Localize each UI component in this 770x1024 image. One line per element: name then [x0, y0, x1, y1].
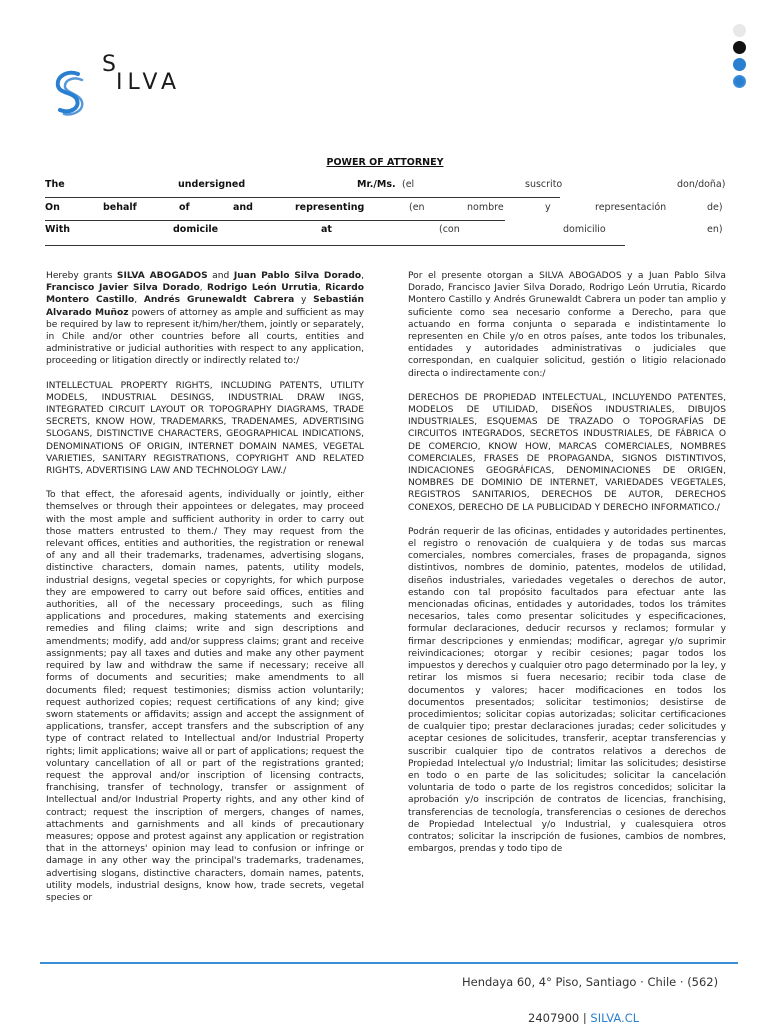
row-label: Mr./Ms.	[357, 179, 396, 190]
fill-row-behalf	[45, 202, 725, 216]
dot-blue-icon	[733, 58, 746, 71]
agent-name: Francisco Javier Silva Dorado	[46, 283, 200, 294]
text-run: ,	[199, 283, 208, 294]
footer-website-link[interactable]: SILVA.CL	[590, 1011, 640, 1024]
english-column	[46, 270, 364, 916]
text-run: ,	[317, 283, 326, 294]
row-label-es: don/doña)	[677, 179, 726, 190]
spanish-rights-paragraph: DERECHOS DE PROPIEDAD INTELECTUAL, INCLUYENDO PATENTES, MODELOS DE UTILIDAD, DISEÑOS INDUSTRIALES, DIBUJOS INDUSTRIALES, ESQUEMAS DE TRAZADO O TOPOGRAFÍAS DE CIRCUITOS INTEGRADOS, SECRETOS INDUSTRIALES, DE FÁBRICA O DE COMERCIO, KNOW HOW, MARCAS COMERCIALES, NOMBRES COMERCIALES, FRASES DE PROPAGANDA, SIGNOS DISTINTIVOS, INDICACIONES GEOGRÁFICAS, DENOMINACIONES DE ORIGEN, NOMBRES DE DOMINIO DE INTERNET, VARIEDADES VEGETALES, REGISTROS SANITARIOS, DERECHOS DE AUTOR, DERECHOS CONEXOS, DERECHO DE LA PUBLICIDAD Y DERECHO INFORMATICO./	[408, 392, 726, 513]
row-label: at	[321, 224, 332, 235]
silva-s-mark-icon	[50, 68, 90, 116]
dot-black-icon	[733, 41, 746, 54]
row-label-es: suscrito	[525, 179, 563, 190]
row-label-es: (el	[402, 179, 415, 190]
decorative-dots	[733, 24, 747, 92]
row-label-es: domicilio	[563, 224, 606, 235]
row-label-es: y	[545, 202, 551, 213]
english-powers-paragraph: To that effect, the aforesaid agents, individually or jointly, either themselves or through their appointees or delegates, may proceed with the most ample and sufficient authority in order to carry out those matters entrusted to them./ They may request from the relevant offices, entities and authorities, the registration or renewal of any and all their trademarks, tradenames, advertising slogans, distinctive characters, domain names, patents, utility models, industrial designs, vegetal species or copyrights, for which purpose they are empowered to carry out before said offices, entities and authorities, all of the necessary proceedings, such as filing applications and procedures, making statements and exercising remedies and filing claims; write and sign descriptions and amendments; modify, add and/or suppress claims; grant and receive assignments; pay all taxes and duties and make any other payment required by law and withdraw the same if necessary; receive all forms of documents and securities; make amendments to all documents filed; request testimonies; dismiss action voluntarily; request authorized copies; request certifications of any kind; give sworn statements or affidavits; assign and accept the assignment of applications, transfer, accept transfers and the subscription of any type of contract related to Intellectual and/or Industrial Property rights; limit applications; waive all or part of applications; request the voluntary cancellation of all or part of the registrations granted; request the approval and/or inscription of licensing contracts, franchising, transfer of technology, transfer or assignment of Intellectual and/or Industrial Property rights, and any other kind of contract; request the inscription of mergers, changes of names, attachments and garnishments and all kinds of precautionary measures; oppose and protest against any application or registration that in the attorneys' opinion may lead to confusion or infringe or damage in any other way the principal's trademarks, tradenames, advertising slogans, distinctive characters, domain names, patents, utility models, industrial designs, know how, trade secrets, vegetal species or	[46, 490, 364, 903]
row-label-es: en)	[707, 224, 723, 235]
agent-name: SILVA ABOGADOS	[116, 271, 208, 281]
agent-name: Andrés Grunewaldt Cabrera	[143, 295, 295, 306]
footer-phone: 2407900 |	[528, 1011, 591, 1024]
english-rights-paragraph: INTELLECTUAL PROPERTY RIGHTS, INCLUDING PATENTS, UTILITY MODELS, INDUSTRIAL DESINGS, INDUSTRIAL DRAW INGS, INTEGRATED CIRCUIT LAYOUT OR TOPOGRAPHY DIAGRAMS, TRADE SECRETS, KNOW HOW, TRADEMARKS, TRADENAMES, ADVERTISING SLOGANS, DISTINCTIVE CHARACTERS, GEOGRAPHICAL INDICATIONS, DENOMINATIONS OF ORIGIN, INTERNET DOMAIN NAMES, VEGETAL VARIETIES, SANITARY REGISTRATIONS, COPYRIGHT AND RELATED RIGHTS, ADVERTISING LAW AND TECHNOLOGY LAW./	[46, 380, 364, 477]
fill-line-behalf[interactable]	[45, 220, 505, 221]
english-grant-paragraph	[46, 270, 364, 368]
row-label-es: representación	[595, 202, 667, 213]
footer-address: Hendaya 60, 4° Piso, Santiago · Chile · (562)	[462, 975, 719, 989]
text-run: ,	[361, 271, 365, 281]
silva-logo	[50, 50, 200, 120]
row-label-es: (en	[409, 202, 425, 213]
text-run: powers of attorney as ample and sufficient as may be required by law to represent it/him/her/them, jointly or separately, in Chile and/or other countries before all courts, entities and administrative or judicial authorities with respect to any application, proceeding or litigation directly or indirectly related to:/	[46, 307, 364, 367]
row-label: of	[179, 202, 190, 213]
fill-row-undersigned	[45, 179, 725, 193]
logo-letter-s: S	[102, 52, 121, 77]
document-title: POWER OF ATTORNEY	[326, 157, 444, 168]
text-run: y	[294, 295, 314, 306]
row-label-es: (con	[439, 224, 460, 235]
footer-divider	[40, 962, 738, 964]
agent-name: Ricardo Montero Castillo	[46, 283, 364, 306]
row-label-es: nombre	[467, 202, 504, 213]
fill-line-domicile[interactable]	[45, 245, 625, 246]
text-run: ,	[134, 295, 144, 306]
agent-name: Rodrigo León Urrutia	[207, 283, 318, 294]
spanish-powers-paragraph: Podrán requerir de las oficinas, entidades y autoridades pertinentes, el registro o renovación de cualquiera y de todas sus marcas comerciales, nombres comerciales, frases de propaganda, signos distintivos, nombres de dominio, patentes, modelos de utilidad, diseños industriales, variedades vegetales o derechos de autor, estando con tal propósito facultados para efectuar ante las mencionadas oficinas, entidades y autoridades, todos los trámites necesarios, tales como presentar solicitudes y especificaciones, formular declaraciones, deducir recursos y reclamos; formular y firmar descripciones y enmiendas; modificar, agregar y/o suprimir reivindicaciones; otorgar y recibir cesiones; pagar todos los impuestos y derechos y cualquier otro pago determinado por la ley, y retirar los mismos si fuera necesario; recibir toda clase de documentos y valores; hacer modificaciones en todos los documentos presentados; solicitar testimonios; desistirse de procedimientos; solicitar copias autorizadas; solicitar certificaciones de cualquier tipo; prestar declaraciones juradas; ceder solicitudes y aceptar cesiones de solicitudes, transferir, aceptar transferencias y suscribir cualquier tipo de contratos relativos a derechos de Propiedad Intelectual y/o Industrial; limitar las solicitudes; desistirse en todo o en parte de las solicitudes; solicitar la cancelación voluntaria de todo o parte de los registros concedidos; solicitar la aprobación y/o inscripción de contratos de licencias, franchising, transferencias de tecnología, transferencias o cesiones de derechos de Propiedad Intelectual y/o Industrial, y cualesquiera otros contratos; solicitar la inscripción de fusiones, cambios de nombres, embargos, prendas y todo tipo de	[408, 526, 726, 855]
row-label: The	[45, 179, 65, 190]
spanish-column	[408, 270, 726, 867]
row-label: With	[45, 224, 71, 235]
dot-light-icon	[733, 24, 746, 37]
row-label: On	[45, 202, 60, 213]
row-label-es: de)	[707, 202, 723, 213]
row-label: domicile	[173, 224, 219, 235]
fill-line-undersigned[interactable]	[45, 197, 560, 198]
dot-blue-pattern-icon	[733, 75, 746, 88]
footer-contact	[528, 1011, 639, 1024]
row-label: undersigned	[178, 179, 246, 190]
text-run: and	[207, 271, 234, 281]
fill-row-domicile	[45, 224, 725, 238]
spanish-grant-paragraph: Por el presente otorgan a SILVA ABOGADOS y a Juan Pablo Silva Dorado, Francisco Javier Silva Dorado, Rodrigo León Urrutia, Ricardo Montero Castillo y Andrés Grunewaldt Cabrera un poder tan amplio y suficiente como sea necesario conforme a Derecho, para que actuando en forma conjunta o separada e indistintamente lo representen en Chile y/o en otros países, ante todos los tribunales, entidades y autoridades administrativas o judiciales que correspondan, en cualquier solicitud, gestión o litigio relacionado directa o indirectamente con:/	[408, 271, 726, 379]
row-label: and	[233, 202, 253, 213]
logo-letters-ilva: ILVA	[116, 70, 182, 95]
agent-name: Sebastián Alvarado Muñoz	[46, 295, 364, 318]
row-label: behalf	[103, 202, 137, 213]
row-label: representing	[295, 202, 365, 213]
text-run: Hereby grants	[46, 271, 117, 281]
agent-name: Juan Pablo Silva Dorado	[233, 271, 362, 281]
